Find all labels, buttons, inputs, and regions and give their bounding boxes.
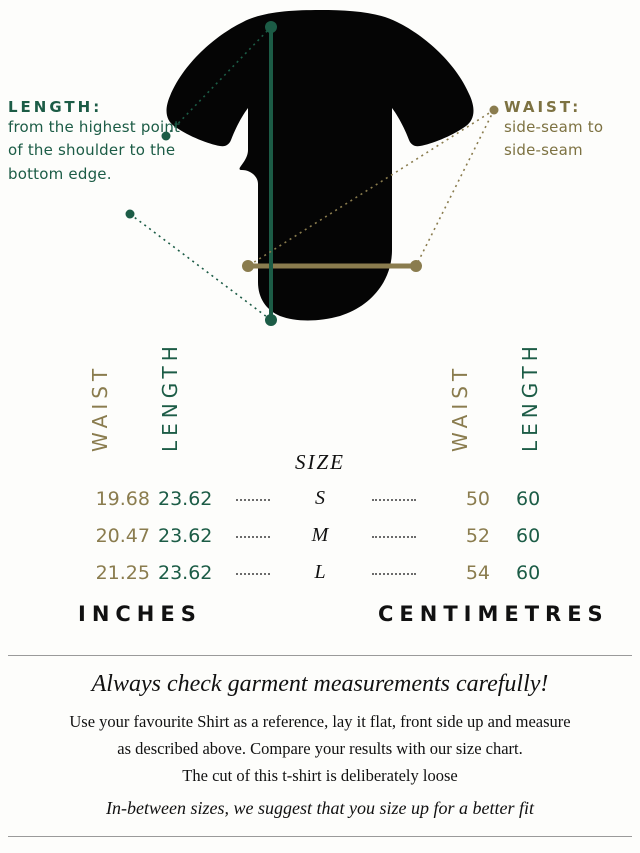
waist-endpoint-left [242,260,254,272]
leader-dots-left [236,573,270,575]
cell-size: S [315,487,325,509]
footer-line-1: Always check garment measurements carefully! [91,671,549,697]
cell-cm-length: 60 [516,524,541,547]
callout-waist-body: side-seam to side-seam [504,118,604,160]
cell-inches-waist: 20.47 [95,524,150,547]
leader-dots-right [372,536,416,538]
size-column-title: SIZE [295,450,345,474]
leader-dots-left [236,499,270,501]
cell-size: L [314,561,326,583]
cell-inches-length: 23.62 [158,487,213,510]
callout-length [8,98,188,186]
column-header-length-inches: LENGTH [158,341,182,452]
cell-cm-length: 60 [516,561,541,584]
footer-line-3: as described above. Compare your results with our size chart. [117,739,523,759]
unit-label-inches: INCHES [78,602,202,626]
footer-line-5: In-between sizes, we suggest that you size up for a better fit [106,797,534,818]
leader-waist-dot [490,106,499,115]
leader-dots-right [372,499,416,501]
table-row [0,517,640,554]
cell-inches-waist: 21.25 [95,561,150,584]
cell-inches-length: 23.62 [158,561,213,584]
cell-cm-waist: 50 [465,487,490,510]
size-table [0,330,640,650]
callout-length-title: LENGTH: [8,98,103,116]
column-header-length-cm: LENGTH [518,341,542,452]
leader-dots-right [372,573,416,575]
cell-cm-length: 60 [516,487,541,510]
bottom-divider [8,836,632,837]
table-row [0,554,640,591]
cell-cm-waist: 52 [465,524,490,547]
column-header-waist-cm: WAIST [448,363,472,452]
cell-inches-waist: 19.68 [95,487,150,510]
length-endpoint-bottom [265,314,277,326]
garment-illustration [0,0,640,330]
leader-dots-left [236,536,270,538]
column-header-waist-inches: WAIST [88,363,112,452]
callout-waist [504,98,640,163]
table-row [0,480,640,517]
unit-label-centimetres: CENTIMETRES [378,602,609,626]
footer-divider [8,655,632,656]
cell-cm-waist: 54 [465,561,490,584]
callout-waist-title: WAIST: [504,98,582,116]
tshirt-shape [167,10,474,321]
cell-inches-length: 23.62 [158,524,213,547]
leader-length-dot-bottom [126,210,135,219]
footer-line-2: Use your favourite Shirt as a reference, lay it flat, front side up and measure [69,712,571,731]
footer-line-4: The cut of this t-shirt is deliberately loose [182,766,458,786]
size-rows [0,480,640,591]
footer-notes [0,663,640,819]
cell-size: M [311,524,329,546]
callout-length-body: from the highest point of the shoulder to the bottom edge. [8,118,181,183]
